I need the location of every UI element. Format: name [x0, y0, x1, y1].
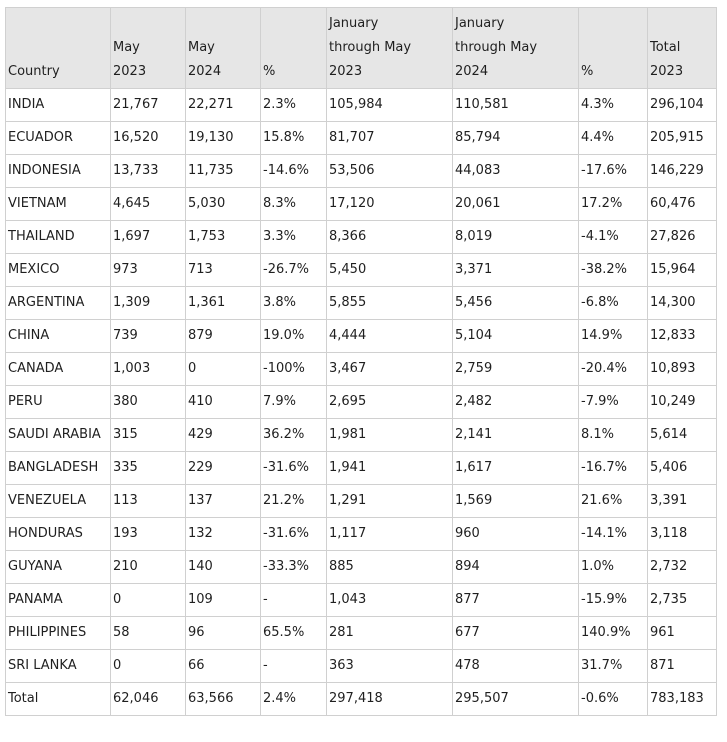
header-country: Country [6, 8, 111, 89]
cell-ytd-pct: 21.6% [579, 485, 648, 518]
header-may-2023: May 2023 [111, 8, 186, 89]
cell-may-2023: 62,046 [111, 683, 186, 716]
cell-may-2024: 879 [186, 320, 261, 353]
cell-may-pct: 2.4% [261, 683, 327, 716]
cell-total-2023: 10,249 [648, 386, 717, 419]
cell-may-2024: 429 [186, 419, 261, 452]
cell-total-2023: 60,476 [648, 188, 717, 221]
cell-ytd-2024: 5,456 [453, 287, 579, 320]
cell-country: VENEZUELA [6, 485, 111, 518]
cell-total-2023: 783,183 [648, 683, 717, 716]
cell-country: CANADA [6, 353, 111, 386]
cell-may-pct: - [261, 584, 327, 617]
cell-may-2023: 315 [111, 419, 186, 452]
cell-may-pct: 3.8% [261, 287, 327, 320]
cell-ytd-2024: 677 [453, 617, 579, 650]
cell-ytd-2024: 295,507 [453, 683, 579, 716]
cell-ytd-pct: 8.1% [579, 419, 648, 452]
cell-total-2023: 2,732 [648, 551, 717, 584]
cell-ytd-2024: 1,569 [453, 485, 579, 518]
cell-may-2023: 0 [111, 584, 186, 617]
cell-country: THAILAND [6, 221, 111, 254]
cell-country: INDIA [6, 89, 111, 122]
cell-total-2023: 3,391 [648, 485, 717, 518]
cell-may-2023: 210 [111, 551, 186, 584]
cell-country: PERU [6, 386, 111, 419]
cell-ytd-2023: 5,450 [327, 254, 453, 287]
cell-country: MEXICO [6, 254, 111, 287]
table-row [6, 122, 717, 155]
table-row [6, 155, 717, 188]
header-ytd-2024: January through May 2024 [453, 8, 579, 89]
cell-may-2023: 380 [111, 386, 186, 419]
cell-ytd-2024: 3,371 [453, 254, 579, 287]
cell-may-2023: 1,003 [111, 353, 186, 386]
cell-may-2023: 739 [111, 320, 186, 353]
cell-total-2023: 5,406 [648, 452, 717, 485]
table-row [6, 188, 717, 221]
cell-country: HONDURAS [6, 518, 111, 551]
cell-ytd-pct: 17.2% [579, 188, 648, 221]
cell-ytd-2023: 297,418 [327, 683, 453, 716]
cell-ytd-2023: 5,855 [327, 287, 453, 320]
cell-ytd-2023: 1,941 [327, 452, 453, 485]
cell-may-pct: 65.5% [261, 617, 327, 650]
cell-may-2024: 11,735 [186, 155, 261, 188]
cell-may-pct: 7.9% [261, 386, 327, 419]
cell-country: SRI LANKA [6, 650, 111, 683]
cell-ytd-pct: -7.9% [579, 386, 648, 419]
cell-may-pct: 15.8% [261, 122, 327, 155]
cell-ytd-pct: -15.9% [579, 584, 648, 617]
cell-ytd-pct: 1.0% [579, 551, 648, 584]
cell-ytd-2023: 81,707 [327, 122, 453, 155]
header-total-2023: Total 2023 [648, 8, 717, 89]
cell-ytd-pct: -14.1% [579, 518, 648, 551]
header-ytd-2023: January through May 2023 [327, 8, 453, 89]
cell-country: PHILIPPINES [6, 617, 111, 650]
table-row [6, 353, 717, 386]
cell-may-2023: 193 [111, 518, 186, 551]
cell-ytd-2024: 877 [453, 584, 579, 617]
cell-may-pct: 2.3% [261, 89, 327, 122]
cell-may-2023: 16,520 [111, 122, 186, 155]
table-row [6, 419, 717, 452]
cell-country: ARGENTINA [6, 287, 111, 320]
cell-ytd-2023: 1,981 [327, 419, 453, 452]
cell-total-2023: 961 [648, 617, 717, 650]
cell-ytd-pct: -4.1% [579, 221, 648, 254]
cell-ytd-pct: 14.9% [579, 320, 648, 353]
cell-ytd-2023: 2,695 [327, 386, 453, 419]
cell-total-2023: 205,915 [648, 122, 717, 155]
cell-may-2024: 109 [186, 584, 261, 617]
cell-may-2023: 0 [111, 650, 186, 683]
cell-ytd-pct: 140.9% [579, 617, 648, 650]
cell-total-2023: 3,118 [648, 518, 717, 551]
cell-ytd-pct: -38.2% [579, 254, 648, 287]
table-row [6, 650, 717, 683]
cell-may-2023: 21,767 [111, 89, 186, 122]
cell-may-pct: - [261, 650, 327, 683]
cell-country: PANAMA [6, 584, 111, 617]
cell-may-2024: 1,753 [186, 221, 261, 254]
cell-ytd-2024: 8,019 [453, 221, 579, 254]
cell-ytd-pct: 4.3% [579, 89, 648, 122]
cell-ytd-2024: 85,794 [453, 122, 579, 155]
cell-ytd-2024: 894 [453, 551, 579, 584]
cell-may-pct: 36.2% [261, 419, 327, 452]
cell-may-2023: 4,645 [111, 188, 186, 221]
table-row [6, 485, 717, 518]
cell-country: INDONESIA [6, 155, 111, 188]
cell-total-2023: 2,735 [648, 584, 717, 617]
cell-may-2024: 410 [186, 386, 261, 419]
cell-may-2023: 13,733 [111, 155, 186, 188]
cell-may-pct: -33.3% [261, 551, 327, 584]
cell-may-2024: 713 [186, 254, 261, 287]
cell-total-2023: 27,826 [648, 221, 717, 254]
cell-ytd-2023: 885 [327, 551, 453, 584]
cell-ytd-2023: 17,120 [327, 188, 453, 221]
cell-ytd-2024: 2,141 [453, 419, 579, 452]
cell-ytd-2024: 2,759 [453, 353, 579, 386]
cell-ytd-2023: 363 [327, 650, 453, 683]
cell-country: CHINA [6, 320, 111, 353]
table-body [6, 89, 717, 716]
cell-ytd-pct: 4.4% [579, 122, 648, 155]
cell-ytd-pct: 31.7% [579, 650, 648, 683]
cell-ytd-pct: -17.6% [579, 155, 648, 188]
cell-country: GUYANA [6, 551, 111, 584]
cell-may-2024: 132 [186, 518, 261, 551]
header-may-2024: May 2024 [186, 8, 261, 89]
cell-ytd-2023: 3,467 [327, 353, 453, 386]
cell-may-pct: 8.3% [261, 188, 327, 221]
cell-ytd-2024: 2,482 [453, 386, 579, 419]
cell-may-pct: -31.6% [261, 452, 327, 485]
cell-may-2023: 1,309 [111, 287, 186, 320]
cell-ytd-2024: 1,617 [453, 452, 579, 485]
cell-may-2023: 335 [111, 452, 186, 485]
cell-may-pct: -31.6% [261, 518, 327, 551]
cell-country: BANGLADESH [6, 452, 111, 485]
cell-country: SAUDI ARABIA [6, 419, 111, 452]
header-may-pct: % [261, 8, 327, 89]
cell-ytd-2024: 44,083 [453, 155, 579, 188]
cell-ytd-pct: -6.8% [579, 287, 648, 320]
cell-may-2024: 96 [186, 617, 261, 650]
cell-ytd-2024: 20,061 [453, 188, 579, 221]
cell-ytd-pct: -0.6% [579, 683, 648, 716]
cell-may-2024: 229 [186, 452, 261, 485]
cell-ytd-2024: 110,581 [453, 89, 579, 122]
table-row [6, 386, 717, 419]
cell-ytd-2024: 960 [453, 518, 579, 551]
cell-may-2024: 137 [186, 485, 261, 518]
cell-total-2023: 5,614 [648, 419, 717, 452]
table-row [6, 221, 717, 254]
cell-country: VIETNAM [6, 188, 111, 221]
cell-country: ECUADOR [6, 122, 111, 155]
table-row [6, 551, 717, 584]
cell-ytd-2023: 53,506 [327, 155, 453, 188]
cell-may-2024: 1,361 [186, 287, 261, 320]
cell-may-2024: 22,271 [186, 89, 261, 122]
cell-total-2023: 12,833 [648, 320, 717, 353]
cell-ytd-2023: 8,366 [327, 221, 453, 254]
cell-may-pct: -14.6% [261, 155, 327, 188]
table-row [6, 254, 717, 287]
cell-may-pct: 3.3% [261, 221, 327, 254]
cell-may-2024: 140 [186, 551, 261, 584]
table-row [6, 320, 717, 353]
cell-ytd-2024: 478 [453, 650, 579, 683]
table-row [6, 452, 717, 485]
cell-ytd-2023: 1,291 [327, 485, 453, 518]
cell-ytd-2024: 5,104 [453, 320, 579, 353]
cell-total-2023: 15,964 [648, 254, 717, 287]
cell-total-2023: 296,104 [648, 89, 717, 122]
cell-may-pct: 21.2% [261, 485, 327, 518]
cell-total-2023: 14,300 [648, 287, 717, 320]
table-row [6, 584, 717, 617]
cell-may-2023: 58 [111, 617, 186, 650]
cell-may-pct: -100% [261, 353, 327, 386]
cell-may-2024: 63,566 [186, 683, 261, 716]
table-row [6, 617, 717, 650]
total-row [6, 683, 717, 716]
cell-may-2023: 113 [111, 485, 186, 518]
cell-may-2023: 973 [111, 254, 186, 287]
cell-may-2023: 1,697 [111, 221, 186, 254]
cell-total-2023: 871 [648, 650, 717, 683]
imports-table [5, 7, 717, 716]
cell-country: Total [6, 683, 111, 716]
cell-ytd-2023: 281 [327, 617, 453, 650]
cell-total-2023: 146,229 [648, 155, 717, 188]
cell-ytd-pct: -16.7% [579, 452, 648, 485]
cell-total-2023: 10,893 [648, 353, 717, 386]
header-ytd-pct: % [579, 8, 648, 89]
cell-ytd-2023: 1,043 [327, 584, 453, 617]
table-header [6, 8, 717, 89]
table-row [6, 89, 717, 122]
cell-ytd-pct: -20.4% [579, 353, 648, 386]
table-row [6, 287, 717, 320]
cell-may-pct: -26.7% [261, 254, 327, 287]
cell-may-2024: 19,130 [186, 122, 261, 155]
cell-ytd-2023: 4,444 [327, 320, 453, 353]
header-row [6, 8, 717, 89]
table-row [6, 518, 717, 551]
cell-ytd-2023: 105,984 [327, 89, 453, 122]
cell-may-2024: 0 [186, 353, 261, 386]
cell-may-2024: 66 [186, 650, 261, 683]
cell-ytd-2023: 1,117 [327, 518, 453, 551]
cell-may-pct: 19.0% [261, 320, 327, 353]
cell-may-2024: 5,030 [186, 188, 261, 221]
